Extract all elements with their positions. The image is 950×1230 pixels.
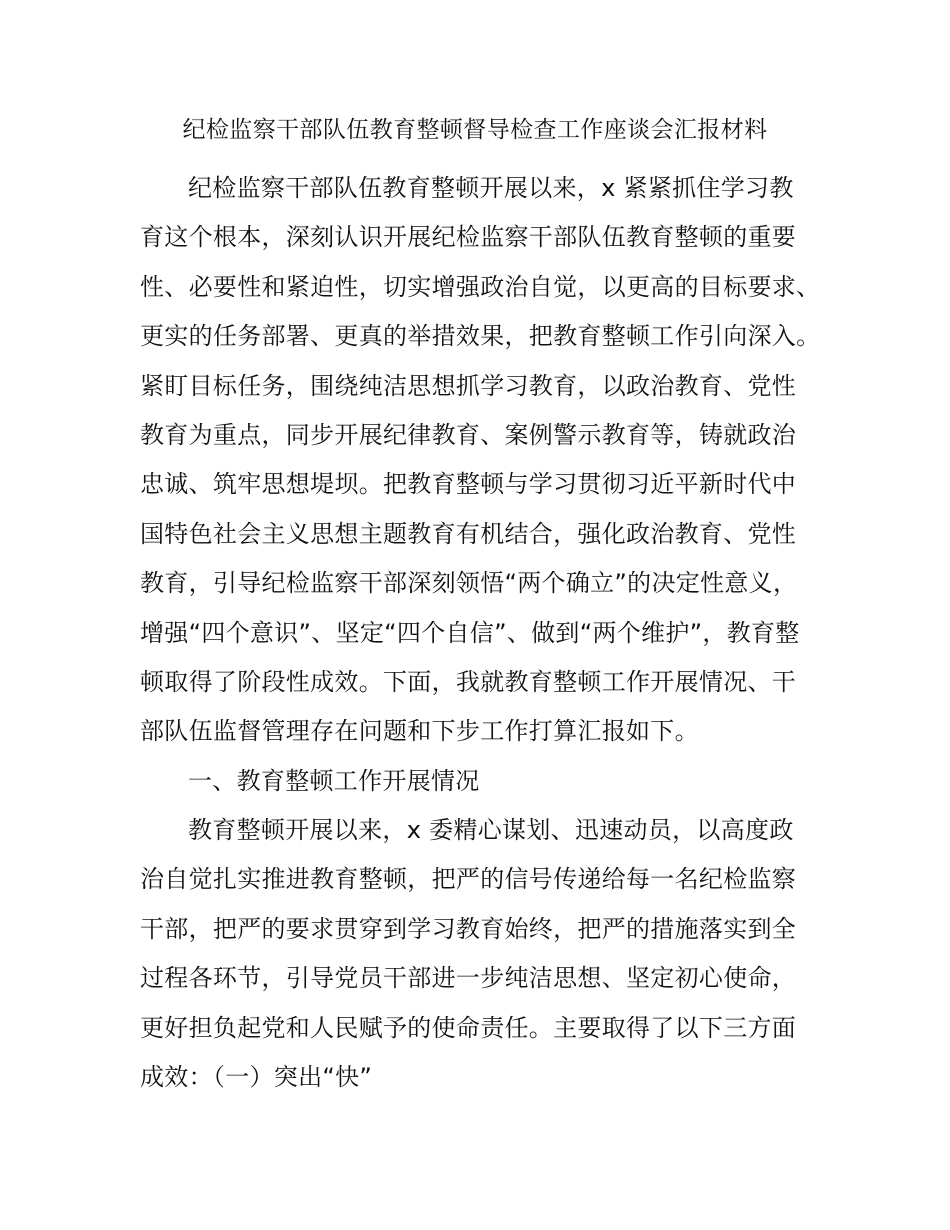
paragraph-line: 部队伍监督管理存在问题和下步工作打算汇报如下。	[140, 717, 699, 746]
paragraph-line: 干部，把严的要求贯穿到学习教育始终，把严的措施落实到全	[140, 914, 797, 943]
paragraph-line: 紧盯目标任务，围绕纯洁思想抓学习教育，以政治教育、党性	[140, 371, 797, 400]
paragraph-line: 更好担负起党和人民赋予的使命责任。主要取得了以下三方面	[140, 1013, 797, 1042]
paragraph-line: 更实的任务部署、更真的举措效果，把教育整顿工作引向深入。	[140, 322, 821, 351]
paragraph-line: 教育，引导纪检监察干部深刻领悟“两个确立”的决定性意义，	[140, 569, 798, 598]
paragraph-line: 增强“四个意识”、坚定“四个自信”、做到“两个维护”，教育整	[140, 618, 800, 647]
paragraph-section-one	[140, 806, 816, 1102]
document-body	[140, 164, 821, 1102]
paragraph-line: 顿取得了阶段性成效。下面，我就教育整顿工作开展情况、干	[140, 667, 797, 696]
paragraph-line: 性、必要性和紧迫性，切实增强政治自觉，以更高的目标要求、	[140, 272, 821, 301]
paragraph-line: 教育为重点，同步开展纪律教育、案例警示教育等，铸就政治	[140, 420, 797, 449]
paragraph-line: 育这个根本，深刻认识开展纪检监察干部队伍教育整顿的重要	[140, 223, 797, 252]
section-heading: 一、教育整顿工作开展情况	[188, 766, 480, 795]
paragraph-intro	[140, 164, 821, 757]
paragraph-line: 纪检监察干部队伍教育整顿开展以来，x 紧紧抓住学习教	[188, 174, 794, 202]
paragraph-line: 教育整顿开展以来，x 委精心谋划、迅速动员，以高度政	[188, 816, 794, 845]
paragraph-line: 忠诚、筑牢思想堤坝。把教育整顿与学习贯彻习近平新时代中	[140, 470, 797, 499]
paragraph-line: 成效：（一）突出“快”	[140, 1063, 373, 1092]
paragraph-line: 治自觉扎实推进教育整顿，把严的信号传递给每一名纪检监察	[140, 865, 797, 894]
paragraph-line: 国特色社会主义思想主题教育有机结合，强化政治教育、党性	[140, 519, 797, 548]
document-title: 纪检监察干部队伍教育整顿督导检查工作座谈会汇报材料	[182, 117, 768, 143]
paragraph-line: 过程各环节，引导党员干部进一步纯洁思想、坚定初心使命，	[140, 964, 797, 993]
